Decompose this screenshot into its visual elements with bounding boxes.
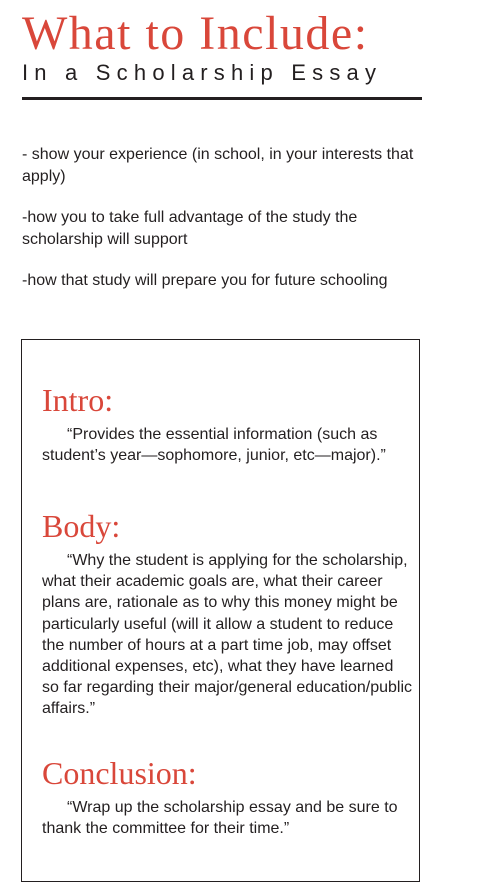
- essay-structure-box: [21, 339, 420, 882]
- page-title: What to Include:: [22, 7, 369, 60]
- include-list: [22, 144, 442, 311]
- page-subtitle: In a Scholarship Essay: [22, 60, 383, 85]
- section-intro: [42, 380, 412, 466]
- section-text-intro: “Provides the essential information (such as student’s year—sophomore, junior, etc—major).”: [42, 426, 386, 465]
- section-heading-conclusion: Conclusion:: [42, 755, 197, 791]
- list-item: -how you to take full advantage of the study the scholarship will support: [22, 209, 358, 248]
- section-heading-body: Body:: [42, 508, 121, 544]
- section-body: [42, 506, 412, 720]
- list-item: -how that study will prepare you for future schooling: [22, 272, 388, 289]
- section-text-conclusion: “Wrap up the scholarship essay and be sure to thank the committee for their time.”: [42, 799, 398, 838]
- title-divider: [22, 97, 422, 100]
- section-text-body: “Why the student is applying for the scholarship, what their academic goals are, what their career plans are, rationale as to why this money might be particularly useful (will it allow a student to reduce the number of hours at a part time job, may offset additional expenses, etc), what they have learned so far regarding their major/general education/public affairs.”: [42, 552, 412, 718]
- section-heading-intro: Intro:: [42, 382, 114, 418]
- list-item: - show your experience (in school, in your interests that apply): [22, 146, 414, 185]
- section-conclusion: [42, 753, 412, 839]
